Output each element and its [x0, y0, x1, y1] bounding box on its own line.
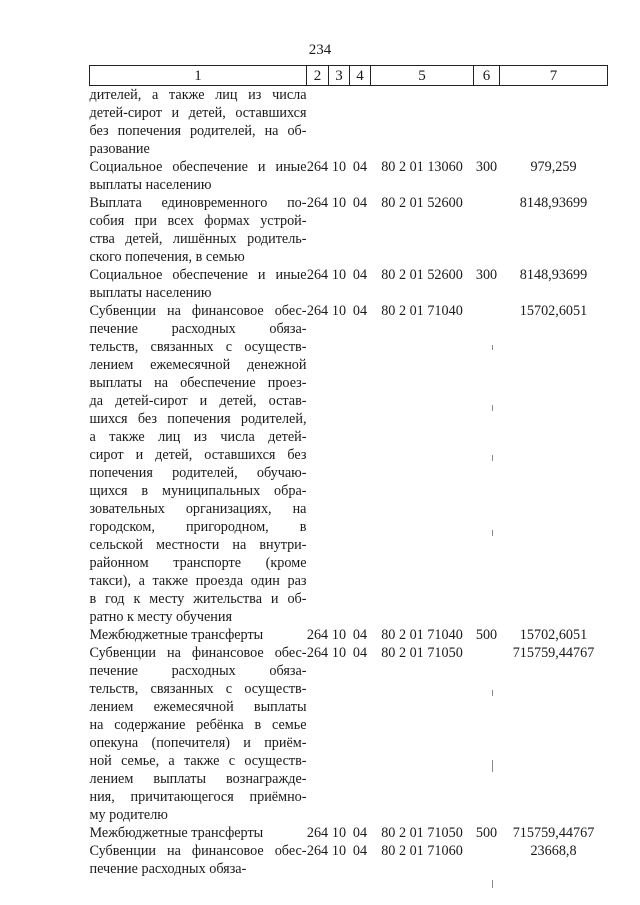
- table-row: [90, 86, 608, 159]
- description-line: Субвенции на финансовое обес-: [89, 303, 307, 319]
- subsection-code: [350, 86, 371, 159]
- column-header: 7: [500, 66, 608, 86]
- table-body: [90, 86, 608, 879]
- table-row: [90, 842, 608, 878]
- description-line: Социальное обеспечение и иные: [89, 159, 307, 175]
- description-line: Межбюджетные трансферты: [89, 825, 264, 841]
- description-line: щихся в муниципальных обра-: [89, 483, 307, 499]
- table-row: [90, 644, 608, 824]
- column-header: 3: [329, 66, 350, 86]
- table-row: [90, 824, 608, 842]
- page-number: 234: [308, 42, 332, 58]
- description-line: ского попечения, в семью: [89, 249, 245, 265]
- description-line: печение расходных обяза-: [89, 663, 307, 679]
- target-article-code: 80 2 01 71050: [381, 825, 463, 841]
- description-line: ния, причитающегося приёмно-: [89, 789, 307, 805]
- description-line: в год к месту жительства и об-: [89, 591, 307, 607]
- row-description: [90, 842, 307, 878]
- ministry-code: 264: [306, 159, 329, 175]
- description-line: лением ежемесячной денежной: [89, 357, 307, 373]
- description-line: такси), а также проезда один раз: [89, 573, 307, 589]
- description-line: выплаты населению: [89, 285, 212, 301]
- description-line: печение расходных обяза-: [89, 861, 247, 877]
- amount: 15702,6051: [519, 303, 588, 319]
- target-article-code: 80 2 01 71050: [381, 645, 463, 661]
- description-line: лением выплаты вознагражде-: [89, 771, 307, 787]
- description-line: лением ежемесячной выплаты: [89, 699, 307, 715]
- subsection-code: 04: [352, 267, 368, 283]
- row-description: [90, 266, 307, 302]
- description-line: ства детей, лишённых родитель-: [89, 231, 307, 247]
- section-code: 10: [331, 627, 347, 643]
- subsection-code: 04: [352, 843, 368, 859]
- section-code: 10: [331, 159, 347, 175]
- section-code: 10: [331, 843, 347, 859]
- description-line: опекуна (попечителя) и приём-: [89, 735, 307, 751]
- ministry-code: 264: [306, 843, 329, 859]
- scan-speck: [492, 690, 493, 696]
- amount: 715759,44767: [512, 825, 595, 841]
- description-line: городском, пригородном, в: [89, 519, 307, 535]
- row-description: [90, 158, 307, 194]
- description-line: попечения родителей, обучаю-: [89, 465, 307, 481]
- column-header: 4: [350, 66, 371, 86]
- target-article-code: [371, 86, 474, 159]
- ministry-code: 264: [306, 303, 329, 319]
- budget-table: [89, 65, 608, 878]
- column-header: 2: [307, 66, 329, 86]
- scan-speck: [492, 405, 493, 411]
- table-row: [90, 266, 608, 302]
- description-line: зовательных организациях, на: [89, 501, 307, 517]
- target-article-code: 80 2 01 52600: [381, 267, 463, 283]
- description-line: выплаты на обеспечение проез-: [89, 375, 307, 391]
- table-row: [90, 194, 608, 266]
- section-code: 10: [331, 195, 347, 211]
- scan-speck: [492, 530, 493, 536]
- amount: 23668,8: [530, 843, 577, 859]
- description-line: тельств, связанных с осуществ-: [89, 681, 307, 697]
- description-line: Субвенции на финансовое обес-: [89, 645, 307, 661]
- column-header: 5: [371, 66, 474, 86]
- description-line: Выплата единовременного по-: [89, 195, 307, 211]
- row-description: [90, 644, 307, 824]
- subsection-code: 04: [352, 159, 368, 175]
- amount: 715759,44767: [512, 645, 595, 661]
- ministry-code: 264: [306, 627, 329, 643]
- row-description: [90, 86, 307, 159]
- description-line: Межбюджетные трансферты: [89, 627, 264, 643]
- ministry-code: [307, 86, 329, 159]
- description-line: тельств, связанных с осуществ-: [89, 339, 307, 355]
- amount: 8148,93699: [519, 267, 588, 283]
- expense-type-code: 500: [475, 627, 498, 643]
- row-description: [90, 824, 307, 842]
- table-header: [90, 66, 608, 86]
- amount: [500, 86, 608, 159]
- scan-speck: [492, 455, 493, 461]
- description-line: Социальное обеспечение и иные: [89, 267, 307, 283]
- subsection-code: 04: [352, 645, 368, 661]
- section-code: 10: [331, 645, 347, 661]
- section-code: 10: [331, 825, 347, 841]
- description-line: шихся без попечения родителей,: [89, 411, 307, 427]
- section-code: [329, 86, 350, 159]
- subsection-code: 04: [352, 195, 368, 211]
- description-line: ратно к месту обучения: [89, 609, 232, 625]
- expense-type-code: [474, 302, 500, 626]
- scan-speck: [492, 760, 493, 772]
- ministry-code: 264: [306, 825, 329, 841]
- target-article-code: 80 2 01 71060: [381, 843, 463, 859]
- column-header: 1: [90, 66, 307, 86]
- target-article-code: 80 2 01 71040: [381, 303, 463, 319]
- expense-type-code: 300: [475, 267, 498, 283]
- description-line: на содержание ребёнка в семье: [89, 717, 307, 733]
- description-line: печение расходных обяза-: [89, 321, 307, 337]
- target-article-code: 80 2 01 71040: [381, 627, 463, 643]
- ministry-code: 264: [306, 645, 329, 661]
- description-line: сельской местности на внутри-: [89, 537, 307, 553]
- section-code: 10: [331, 303, 347, 319]
- description-line: детей-сирот и детей, оставшихся: [89, 105, 307, 121]
- expense-type-code: [474, 194, 500, 266]
- description-line: да детей-сирот и детей, остав-: [89, 393, 307, 409]
- description-line: собия при всех формах устрой-: [89, 213, 307, 229]
- subsection-code: 04: [352, 303, 368, 319]
- amount: 15702,6051: [519, 627, 588, 643]
- subsection-code: 04: [352, 627, 368, 643]
- description-line: а также лиц из числа детей-: [89, 429, 307, 445]
- target-article-code: 80 2 01 13060: [381, 159, 463, 175]
- table-row: [90, 626, 608, 644]
- description-line: Субвенции на финансовое обес-: [89, 843, 307, 859]
- table-row: [90, 158, 608, 194]
- description-line: выплаты населению: [89, 177, 212, 193]
- expense-type-code: 300: [475, 159, 498, 175]
- ministry-code: 264: [306, 267, 329, 283]
- row-description: [90, 626, 307, 644]
- description-line: му родителю: [89, 807, 168, 823]
- target-article-code: 80 2 01 52600: [381, 195, 463, 211]
- expense-type-code: [474, 842, 500, 878]
- description-line: сирот и детей, оставшихся без: [89, 447, 307, 463]
- subsection-code: 04: [352, 825, 368, 841]
- header-row: [90, 66, 608, 86]
- amount: 8148,93699: [519, 195, 588, 211]
- ministry-code: 264: [306, 195, 329, 211]
- row-description: [90, 194, 307, 266]
- row-description: [90, 302, 307, 626]
- scan-speck: [492, 880, 493, 888]
- expense-type-code: [474, 86, 500, 159]
- description-line: разование: [89, 141, 150, 157]
- expense-type-code: 500: [475, 825, 498, 841]
- description-line: районном транспорте (кроме: [89, 555, 307, 571]
- description-line: дителей, а также лиц из числа: [89, 87, 307, 103]
- column-header: 6: [474, 66, 500, 86]
- expense-type-code: [474, 644, 500, 824]
- table-row: [90, 302, 608, 626]
- description-line: ной семье, а также с осуществ-: [89, 753, 307, 769]
- description-line: без попечения родителей, на об-: [89, 123, 307, 139]
- scan-speck: [492, 345, 493, 350]
- section-code: 10: [331, 267, 347, 283]
- amount: 979,259: [530, 159, 577, 175]
